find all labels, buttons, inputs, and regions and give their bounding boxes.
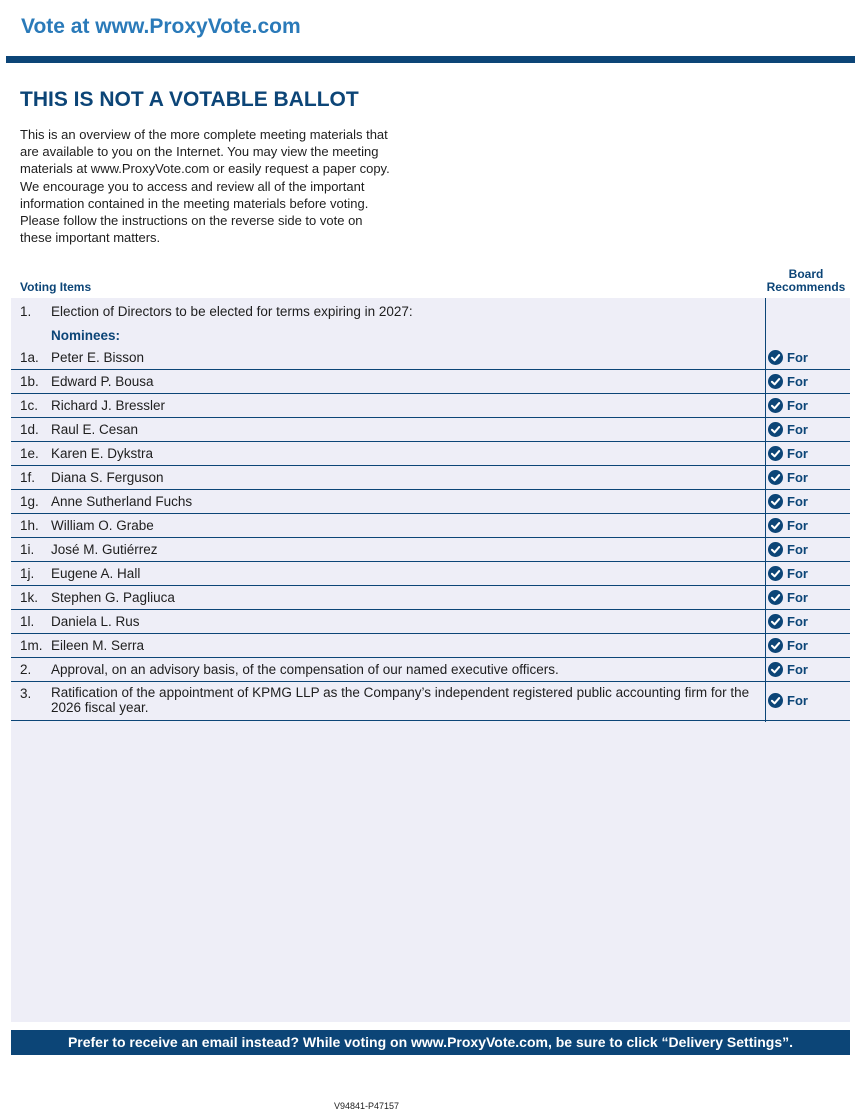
recommendation-label: For — [787, 494, 808, 509]
check-circle-icon — [768, 470, 783, 485]
proposal-text: Election of Directors to be elected for terms expiring in 2027: — [51, 304, 413, 319]
nominee-number: 1m. — [20, 638, 43, 653]
board-recommendation — [768, 374, 808, 389]
board-recommendation — [768, 518, 808, 533]
intro-text — [20, 126, 422, 246]
proposal-3-row — [11, 682, 850, 721]
proposal-2-row — [11, 658, 850, 682]
board-recommendation — [768, 693, 808, 708]
board-recommendation — [768, 590, 808, 605]
nominee-name: Stephen G. Pagliuca — [51, 590, 175, 605]
nominee-row — [11, 394, 850, 418]
proposal-number: 2. — [20, 662, 32, 677]
nominee-number: 1h. — [20, 518, 39, 533]
nominee-row — [11, 610, 850, 634]
nominee-row — [11, 562, 850, 586]
intro-line: information contained in the meeting materials before voting. — [20, 195, 369, 211]
voting-items-list — [11, 298, 850, 721]
recommendation-label: For — [787, 662, 808, 677]
board-recommendation — [768, 398, 808, 413]
check-circle-icon — [768, 494, 783, 509]
board-recommendation — [768, 662, 808, 677]
nominee-number: 1f. — [20, 470, 36, 485]
nominee-row — [11, 442, 850, 466]
nominee-row — [11, 490, 850, 514]
intro-line: We encourage you to access and review all of the important — [20, 178, 365, 194]
check-circle-icon — [768, 614, 783, 629]
nominees-label: Nominees: — [51, 328, 121, 343]
check-circle-icon — [768, 398, 783, 413]
delivery-settings-banner: Prefer to receive an email instead? While voting on www.ProxyVote.com, be sure to click “Delivery Settings”. — [11, 1030, 850, 1055]
nominee-number: 1j. — [20, 566, 35, 581]
proposal-text: Ratification of the appointment of KPMG LLP as the Company’s independent registered public accounting firm for the 2026 fiscal year. — [51, 685, 750, 715]
check-circle-icon — [768, 638, 783, 653]
document-code: V94841-P47157 — [334, 1101, 400, 1111]
intro-line: materials at www.ProxyVote.com or easily request a paper copy. — [20, 161, 390, 177]
nominee-row — [11, 418, 850, 442]
intro-line: Please follow the instructions on the reverse side to vote on — [20, 213, 363, 229]
voting-items-header: Voting Items — [20, 280, 92, 294]
check-circle-icon — [768, 374, 783, 389]
nominee-name: William O. Grabe — [51, 518, 154, 533]
nominee-number: 1l. — [20, 614, 35, 629]
nominee-row — [11, 586, 850, 610]
board-header-line: Recommends — [766, 280, 846, 294]
nominee-name: Raul E. Cesan — [51, 422, 139, 437]
board-recommendation — [768, 614, 808, 629]
recommendation-label: For — [787, 638, 808, 653]
board-header-line: Board — [788, 267, 824, 281]
nominee-name: Daniela L. Rus — [51, 614, 140, 629]
recommendation-label: For — [787, 446, 808, 461]
recommendation-label: For — [787, 590, 808, 605]
proposal-1-row — [11, 298, 850, 346]
check-circle-icon — [768, 422, 783, 437]
board-recommendation — [768, 494, 808, 509]
nominee-row — [11, 538, 850, 562]
proposal-number: 3. — [20, 686, 32, 701]
nominee-row — [11, 514, 850, 538]
nominee-name: Edward P. Bousa — [51, 374, 154, 389]
board-recommendation — [768, 350, 808, 365]
check-circle-icon — [768, 350, 783, 365]
nominee-name: Eugene A. Hall — [51, 566, 141, 581]
recommendation-label: For — [787, 398, 808, 413]
header-divider — [6, 56, 855, 63]
recommendation-label: For — [787, 350, 808, 365]
recommendation-label: For — [787, 542, 808, 557]
intro-line: these important matters. — [20, 230, 161, 246]
nominee-row — [11, 466, 850, 490]
recommendation-label: For — [787, 470, 808, 485]
check-circle-icon — [768, 693, 783, 708]
nominee-number: 1c. — [20, 398, 39, 413]
check-circle-icon — [768, 662, 783, 677]
board-recommendation — [768, 470, 808, 485]
nominee-name: José M. Gutiérrez — [51, 542, 158, 557]
board-recommendation — [768, 638, 808, 653]
nominee-number: 1g. — [20, 494, 39, 509]
nominee-name: Peter E. Bisson — [51, 350, 145, 365]
check-circle-icon — [768, 590, 783, 605]
check-circle-icon — [768, 542, 783, 557]
proposal-number: 1. — [20, 304, 32, 319]
nominee-number: 1k. — [20, 590, 39, 605]
nominee-name: Diana S. Ferguson — [51, 470, 164, 485]
board-recommendation — [768, 566, 808, 581]
nominee-name: Eileen M. Serra — [51, 638, 145, 653]
page-title: THIS IS NOT A VOTABLE BALLOT — [20, 88, 359, 111]
recommendation-label: For — [787, 518, 808, 533]
nominee-row — [11, 634, 850, 658]
nominee-number: 1b. — [20, 374, 39, 389]
intro-line: are available to you on the Internet. You may view the meeting — [20, 144, 379, 160]
nominee-number: 1e. — [20, 446, 39, 461]
header-title: Vote at www.ProxyVote.com — [21, 15, 301, 38]
board-recommendation — [768, 422, 808, 437]
recommendation-label: For — [787, 693, 808, 708]
recommendation-label: For — [787, 374, 808, 389]
nominee-number: 1a. — [20, 350, 39, 365]
nominee-number: 1i. — [20, 542, 35, 557]
check-circle-icon — [768, 518, 783, 533]
intro-line: This is an overview of the more complete meeting materials that — [20, 127, 388, 142]
check-circle-icon — [768, 566, 783, 581]
proposal-text: Approval, on an advisory basis, of the compensation of our named executive officers. — [51, 662, 559, 677]
nominee-name: Anne Sutherland Fuchs — [51, 494, 193, 509]
recommendation-label: For — [787, 614, 808, 629]
nominee-row — [11, 370, 850, 394]
board-recommendation — [768, 542, 808, 557]
check-circle-icon — [768, 446, 783, 461]
nominee-row — [11, 346, 850, 370]
board-recommends-header — [760, 268, 852, 294]
recommendation-label: For — [787, 566, 808, 581]
board-recommendation — [768, 446, 808, 461]
nominee-name: Karen E. Dykstra — [51, 446, 154, 461]
nominee-number: 1d. — [20, 422, 39, 437]
nominee-name: Richard J. Bressler — [51, 398, 166, 413]
recommendation-label: For — [787, 422, 808, 437]
